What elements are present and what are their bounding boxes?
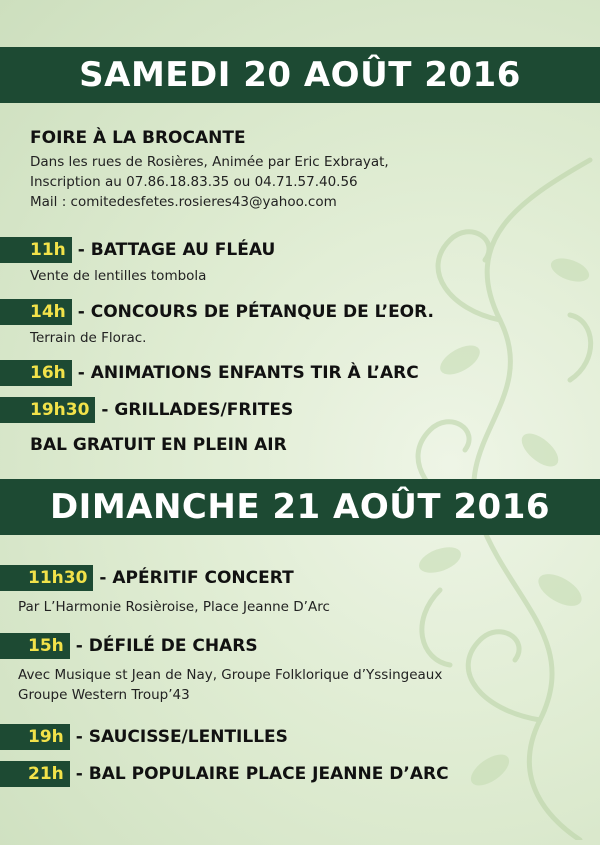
event-desc: Terrain de Florac.	[30, 330, 147, 346]
event-11h30	[0, 565, 600, 617]
event-time: 11h30	[0, 565, 93, 591]
saturday-banner-title: SAMEDI 20 AOÛT 2016	[79, 55, 521, 95]
event-time: 21h	[0, 761, 70, 787]
event-time: 14h	[0, 299, 72, 325]
event-desc: Par L’Harmonie Rosièroise, Place Jeanne D’Arc	[18, 599, 330, 615]
closing-title: BAL GRATUIT EN PLEIN AIR	[30, 435, 287, 455]
event-19h30	[0, 397, 600, 423]
event-time: 11h	[0, 237, 72, 263]
saturday-banner	[0, 47, 600, 103]
event-title: - APÉRITIF CONCERT	[99, 568, 294, 588]
intro-title: FOIRE À LA BROCANTE	[30, 128, 246, 148]
saturday-closing	[30, 435, 600, 455]
event-15h	[0, 633, 600, 705]
event-title: - BAL POPULAIRE PLACE JEANNE D’ARC	[75, 764, 449, 784]
event-11h	[0, 237, 600, 286]
event-title: - CONCOURS DE PÉTANQUE DE L’EOR.	[77, 302, 434, 322]
event-time: 16h	[0, 360, 72, 386]
event-19h	[0, 724, 600, 750]
event-time: 15h	[0, 633, 70, 659]
event-title: - SAUCISSE/LENTILLES	[75, 727, 288, 747]
intro-line-1: Dans les rues de Rosières, Animée par Eric Exbrayat,	[30, 154, 389, 170]
sunday-banner-title: DIMANCHE 21 AOÛT 2016	[49, 487, 551, 527]
event-time: 19h30	[0, 397, 95, 423]
saturday-intro	[30, 128, 600, 212]
event-desc: Vente de lentilles tombola	[30, 268, 207, 284]
intro-line-2: Inscription au 07.86.18.83.35 ou 04.71.57.40.56	[30, 174, 358, 190]
sunday-banner	[0, 479, 600, 535]
event-14h	[0, 299, 600, 348]
event-title: - DÉFILÉ DE CHARS	[75, 636, 258, 656]
event-21h	[0, 761, 600, 787]
event-desc-2: Groupe Western Troup’43	[18, 687, 190, 703]
intro-line-3: Mail : comitedesfetes.rosieres43@yahoo.com	[30, 194, 337, 210]
event-16h	[0, 360, 600, 386]
event-title: - GRILLADES/FRITES	[101, 400, 294, 420]
event-title: - BATTAGE AU FLÉAU	[77, 240, 276, 260]
event-title: - ANIMATIONS ENFANTS TIR À L’ARC	[77, 363, 419, 383]
event-desc: Avec Musique st Jean de Nay, Groupe Folklorique d’Yssingeaux	[18, 667, 443, 683]
event-time: 19h	[0, 724, 70, 750]
